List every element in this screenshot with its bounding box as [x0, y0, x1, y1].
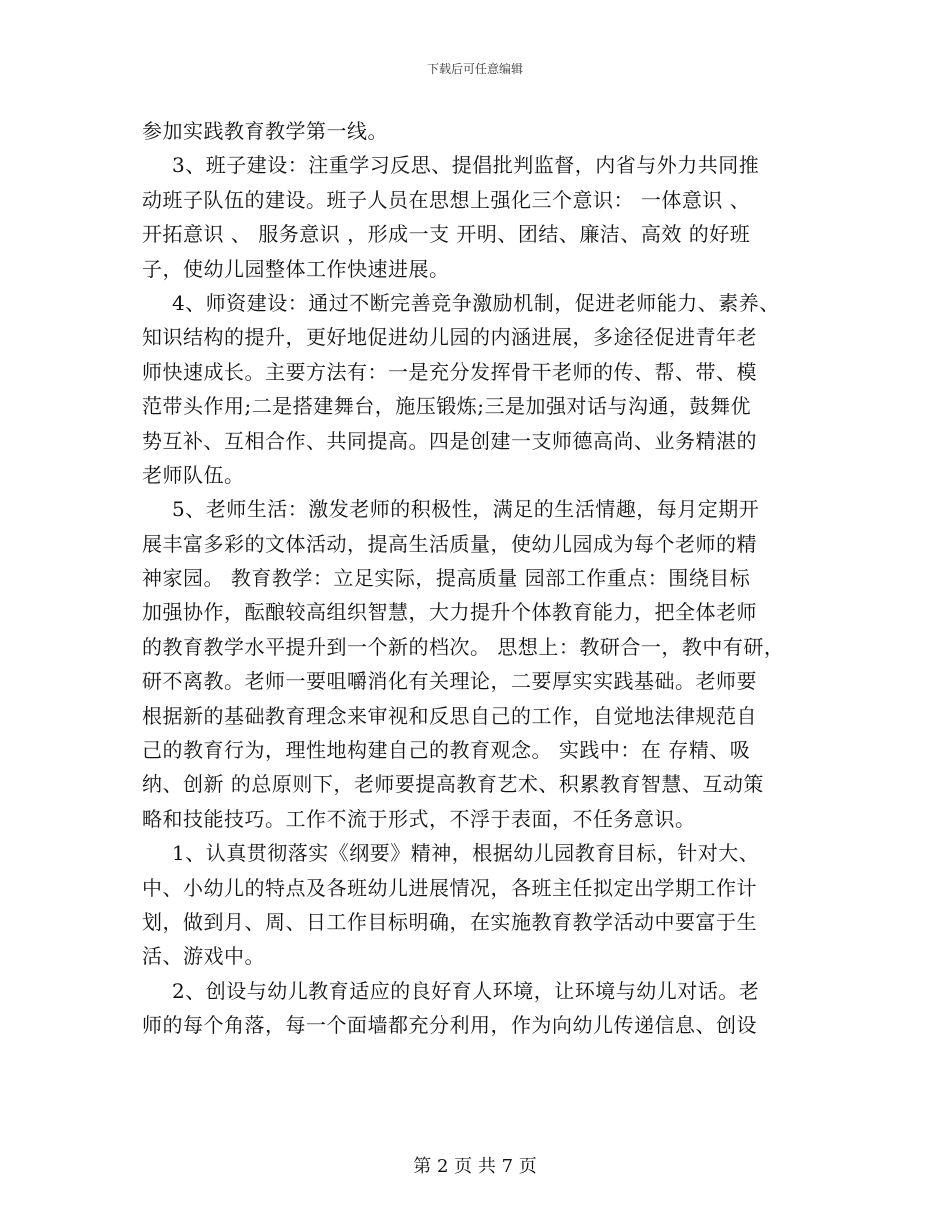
text-line: 师快速成长。主要方法有：一是充分发挥骨干老师的传、帮、带、模 — [142, 359, 757, 384]
text-line: 己的教育行为，理性地构建自己的教育观念。 实践中：在 存精、吸 — [142, 738, 751, 763]
text-line: 4、师资建设：通过不断完善竞争激励机制，促进老师能力、素养、 — [172, 290, 780, 315]
text-line: 5、老师生活：激发老师的积极性，满足的生活情趣，每月定期开 — [172, 497, 760, 522]
text-line: 中、小幼儿的特点及各班幼儿进展情况，各班主任拟定出学期工作计 — [142, 875, 757, 900]
text-line: 2、创设与幼儿教育适应的良好育人环境，让环境与幼儿对话。老 — [172, 978, 760, 1003]
text-line: 展丰富多彩的文体活动，提高生活质量，使幼儿园成为每个老师的精 — [142, 531, 757, 556]
text-line: 划，做到月、周、日工作目标明确，在实施教育教学活动中要富于生 — [142, 909, 757, 934]
text-line: 势互补、互相合作、共同提高。四是创建一支师德高尚、业务精湛的 — [142, 428, 757, 453]
text-line: 神家园。 教育教学：立足实际，提高质量 园部工作重点：围绕目标 — [142, 566, 751, 591]
text-line: 知识结构的提升，更好地促进幼儿园的内涵进展，多途径促进青年老 — [142, 325, 757, 350]
text-line: 师的每个角落，每一个面墙都充分利用，作为向幼儿传递信息、创设 — [142, 1013, 757, 1038]
text-line: 的教育教学水平提升到一个新的档次。 思想上：教研合一，教中有研， — [142, 634, 785, 659]
header-note: 下载后可任意编辑 — [426, 62, 523, 76]
text-line: 范带头作用;二是搭建舞台，施压锻炼;三是加强对话与沟通，鼓舞优 — [142, 394, 751, 419]
text-line: 1、认真贯彻落实《纲要》精神，根据幼儿园教育目标，针对大、 — [172, 841, 760, 866]
page-number: 第 2 页 共 7 页 — [413, 1156, 537, 1177]
text-line: 研不离教。老师一要咀嚼消化有关理论，二要厚实实践基础。老师要 — [142, 669, 757, 694]
text-line: 开拓意识 、 服务意识 ，形成一支 开明、团结、廉洁、高效 的好班 — [142, 222, 751, 247]
text-line: 动班子队伍的建设。班子人员在思想上强化三个意识： 一体意识 、 — [142, 187, 751, 212]
text-line: 活、游戏中。 — [142, 944, 265, 969]
text-line: 纳、创新 的总原则下，老师要提高教育艺术、积累教育智慧、互动策 — [142, 772, 764, 797]
text-line: 根据新的基础教育理念来审视和反思自己的工作，自觉地法律规范自 — [142, 703, 757, 728]
text-line: 加强协作，酝酿较高组织智慧，大力提升个体教育能力，把全体老师 — [142, 600, 757, 625]
text-line: 略和技能技巧。工作不流于形式，不浮于表面，不任务意识。 — [142, 806, 696, 831]
document-body — [142, 114, 832, 1043]
text-line: 子，使幼儿园整体工作快速进展。 — [142, 256, 450, 281]
text-line: 参加实践教育教学第一线。 — [142, 119, 388, 143]
text-line: 3、班子建设：注重学习反思、提倡批判监督，内省与外力共同推 — [172, 153, 760, 178]
text-line: 老师队伍。 — [142, 462, 245, 487]
